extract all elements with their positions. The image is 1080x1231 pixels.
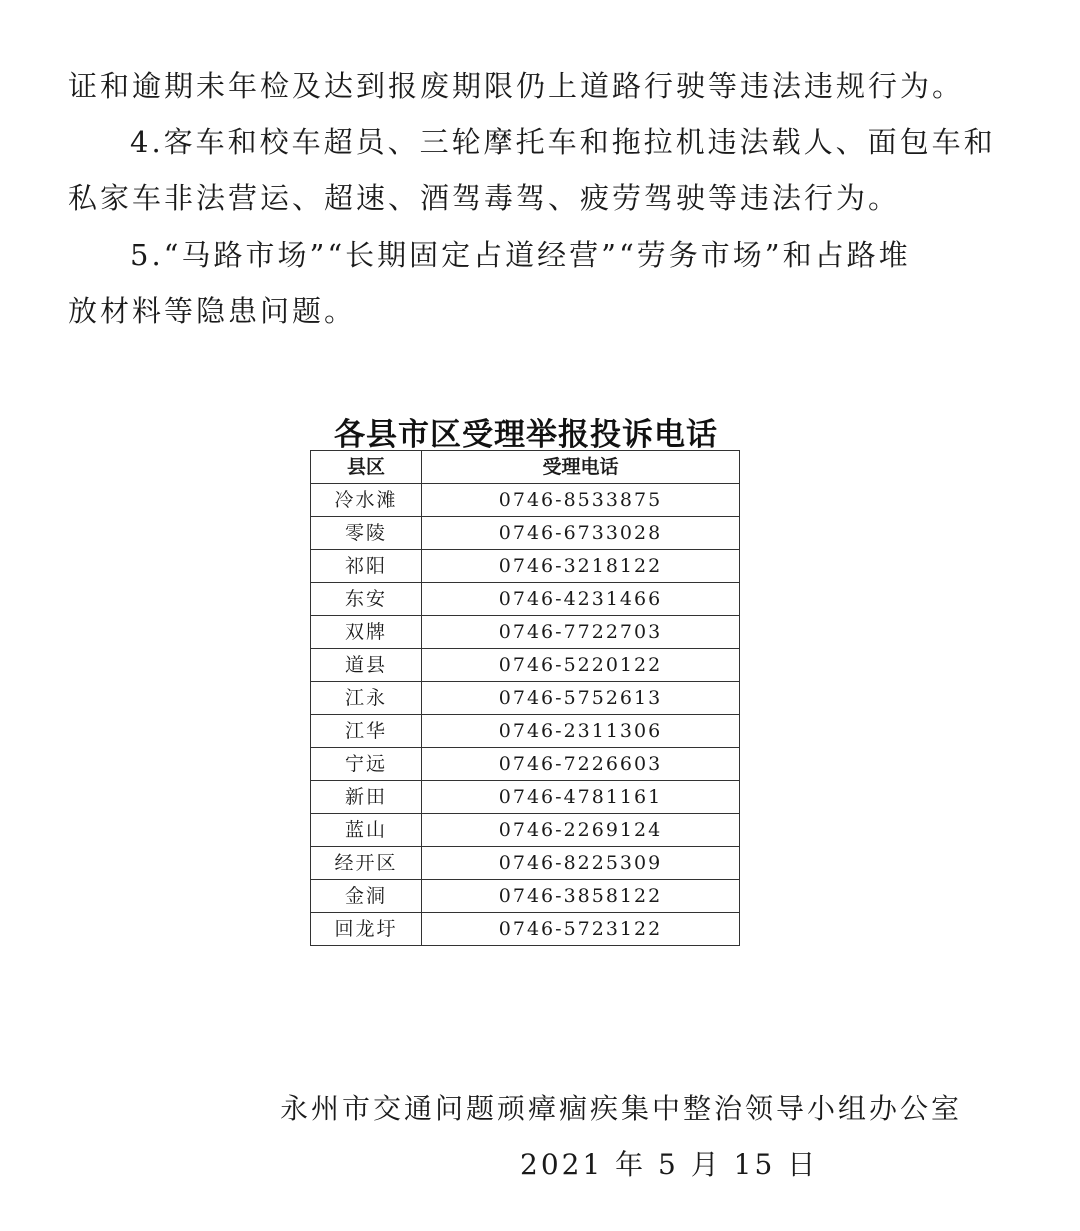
county-cell: 双牌 [311, 616, 422, 649]
table-row [311, 616, 740, 649]
phone-cell: 0746-3858122 [422, 880, 740, 913]
county-cell: 金洞 [311, 880, 422, 913]
table-row [311, 682, 740, 715]
phone-cell: 0746-6733028 [422, 517, 740, 550]
phone-cell: 0746-5752613 [422, 682, 740, 715]
county-cell: 祁阳 [311, 550, 422, 583]
table-row [311, 517, 740, 550]
table-row [311, 484, 740, 517]
table-row [311, 781, 740, 814]
county-cell: 蓝山 [311, 814, 422, 847]
issue-date: 2021 年 5 月 15 日 [520, 1148, 819, 1181]
county-cell: 东安 [311, 583, 422, 616]
table-row [311, 880, 740, 913]
county-cell: 江永 [311, 682, 422, 715]
table-row [311, 847, 740, 880]
table-row [311, 748, 740, 781]
county-cell: 零陵 [311, 517, 422, 550]
county-cell: 回龙圩 [311, 913, 422, 946]
phone-cell: 0746-4231466 [422, 583, 740, 616]
county-cell: 宁远 [311, 748, 422, 781]
phone-cell: 0746-5723122 [422, 913, 740, 946]
paragraph-line-1: 证和逾期未年检及达到报废期限仍上道路行驶等违法违规行为。 [68, 69, 965, 103]
paragraph-line-4: 5.“马路市场”“长期固定占道经营”“劳务市场”和占路堆 [130, 238, 911, 272]
phone-cell: 0746-2269124 [422, 814, 740, 847]
issuing-office: 永州市交通问题顽瘴痼疾集中整治领导小组办公室 [280, 1092, 963, 1125]
phone-cell: 0746-2311306 [422, 715, 740, 748]
phone-cell: 0746-3218122 [422, 550, 740, 583]
phone-cell: 0746-8225309 [422, 847, 740, 880]
phone-cell: 0746-7722703 [422, 616, 740, 649]
hotline-table [310, 450, 740, 946]
paragraph-line-3: 私家车非法营运、超速、酒驾毒驾、疲劳驾驶等违法行为。 [68, 181, 901, 215]
paragraph-line-2: 4.客车和校车超员、三轮摩托车和拖拉机违法载人、面包车和 [130, 125, 996, 159]
table-row [311, 583, 740, 616]
header-phone: 受理电话 [422, 451, 740, 484]
table-row [311, 913, 740, 946]
phone-cell: 0746-4781161 [422, 781, 740, 814]
table-row [311, 649, 740, 682]
paragraph-line-5: 放材料等隐患问题。 [68, 294, 357, 328]
table-header-row [311, 451, 740, 484]
county-cell: 经开区 [311, 847, 422, 880]
table-row [311, 715, 740, 748]
table-title: 各县市区受理举报投诉电话 [334, 417, 718, 453]
county-cell: 新田 [311, 781, 422, 814]
county-cell: 道县 [311, 649, 422, 682]
phone-cell: 0746-7226603 [422, 748, 740, 781]
header-county: 县区 [311, 451, 422, 484]
table-row [311, 550, 740, 583]
table-row [311, 814, 740, 847]
phone-cell: 0746-5220122 [422, 649, 740, 682]
county-cell: 江华 [311, 715, 422, 748]
phone-cell: 0746-8533875 [422, 484, 740, 517]
county-cell: 冷水滩 [311, 484, 422, 517]
